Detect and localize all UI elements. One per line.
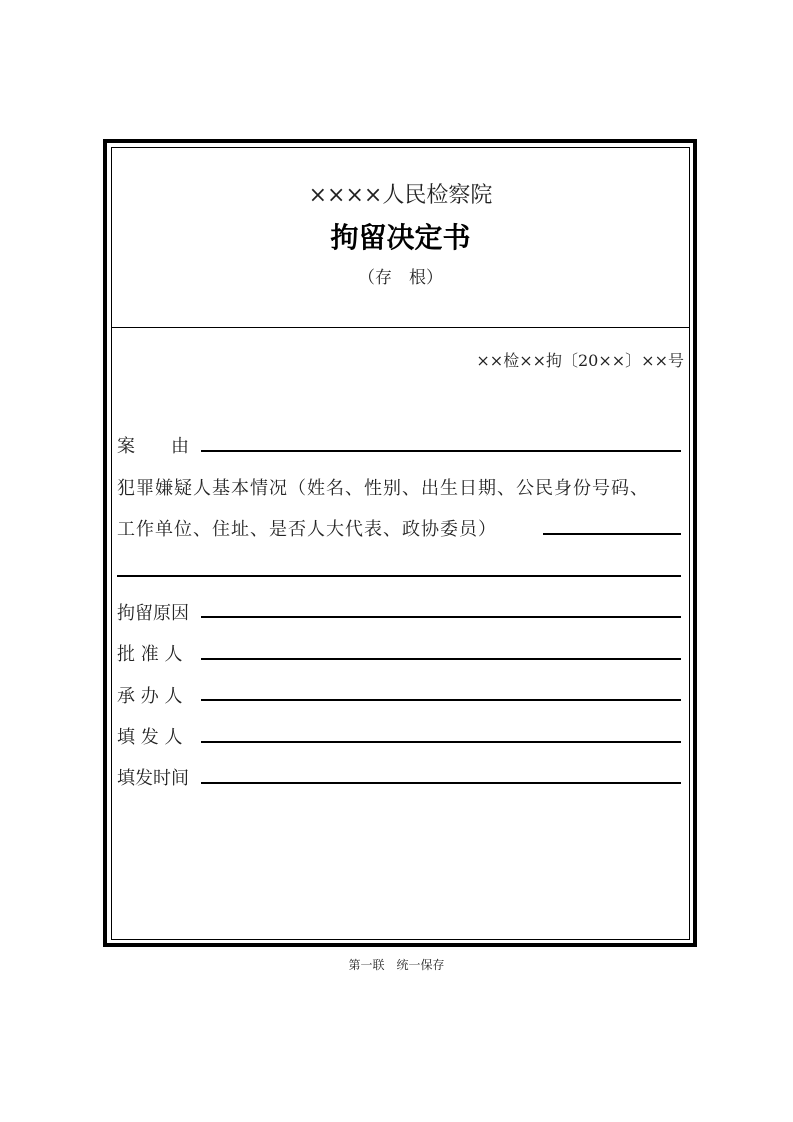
case-reason-label: 案 由 [117,436,189,457]
handler-label: 承 办 人 [117,686,183,707]
handler-field[interactable] [201,699,681,701]
approver-label: 批 准 人 [117,644,183,665]
document-subtitle: （存 根） [358,268,443,288]
procuratorate-name: ××××人民检察院 [308,183,493,208]
approver-field[interactable] [201,658,681,660]
suspect-info-field-1[interactable] [543,533,681,535]
suspect-info-field-2[interactable] [117,575,681,577]
issuer-label: 填 发 人 [117,727,183,748]
header-divider [112,327,689,328]
document-title: 拘留决定书 [330,221,471,254]
detention-reason-field[interactable] [201,616,681,618]
copy-note: 第一联 统一保存 [348,958,445,972]
form-frame [103,139,697,947]
issue-time-label: 填发时间 [117,768,189,789]
issuer-field[interactable] [201,741,681,743]
detention-reason-label: 拘留原因 [117,603,189,624]
suspect-info-label-line1: 犯罪嫌疑人基本情况（姓名、性别、出生日期、公民身份号码、 [117,478,649,499]
form-inner-border [111,147,690,940]
issue-time-field[interactable] [201,782,681,784]
case-reason-field[interactable] [201,450,681,452]
document-number: ××检××拘〔20××〕××号 [476,351,684,370]
suspect-info-label-line2: 工作单位、住址、是否人大代表、政协委员） [117,519,497,540]
